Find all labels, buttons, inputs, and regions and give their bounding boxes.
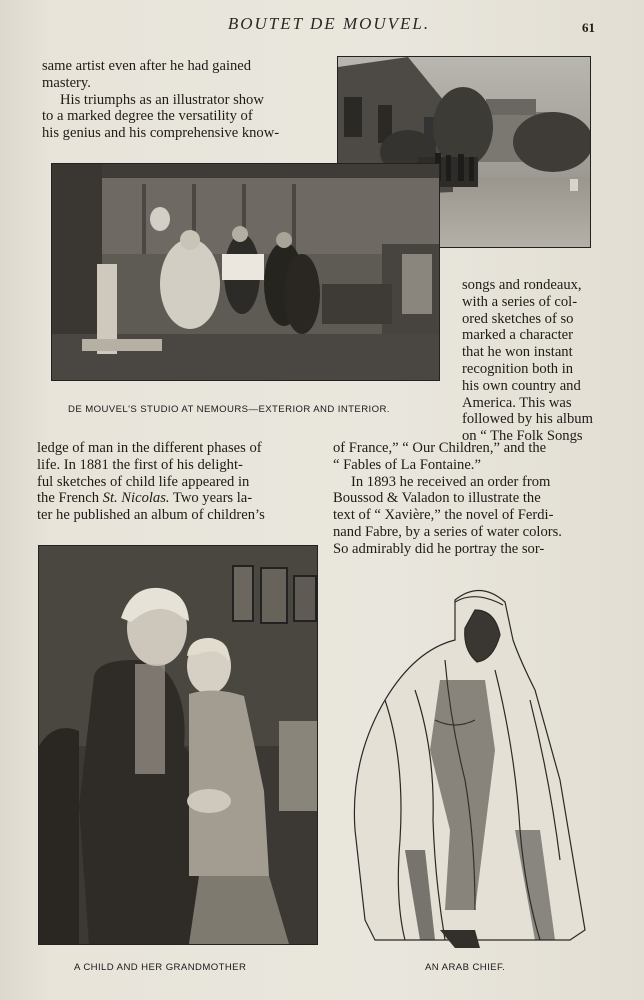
text-line: ful sketches of child life appeared in [37,473,250,490]
text-line: mastery. [42,74,91,91]
text-line: In 1893 he received an order from [351,473,551,490]
arab-caption: AN ARAB CHIEF. [425,962,506,973]
text-run: Two years la- [169,490,253,507]
running-header: BOUTET DE MOUVEL. [227,14,431,33]
child-grandmother-photo [38,545,318,945]
text-block-top-left [42,58,314,142]
text-block-middle-right [333,440,609,558]
studio-caption: DE MOUVEL'S STUDIO AT NEMOURS—EXTERIOR AND INTERIOR. [68,404,390,415]
arab-chief-illustration [345,580,595,950]
text-line: recognition both in [462,360,574,377]
text-block-middle-left [37,440,313,524]
text-line: “ Fables of La Fontaine.” [333,456,481,473]
text-line: his own country and [462,377,581,394]
text-line: that he won instant [462,344,573,361]
magazine-title: St. Nicolas. [102,490,170,507]
text-line: His triumphs as an illustrator show [60,91,264,108]
text-line: on “ The Folk Songs [462,428,583,445]
text-line: Boussod & Valadon to illustrate the [333,490,541,507]
page-number: 61 [582,20,595,35]
text-line: to a marked degree the versatility of [42,108,253,125]
text-run: the French [37,490,103,507]
text-line: marked a character [462,327,573,344]
text-line: same artist even after he had gained [42,58,252,74]
text-line: followed by his album [462,411,593,428]
text-line: ored sketches of so [462,310,574,327]
text-line: life. In 1881 the first of his delight- [37,456,243,473]
text-line: text of “ Xavière,” the novel of Ferdi- [333,507,554,524]
text-line: America. This was [462,394,572,411]
text-line: ledge of man in the different phases of [37,440,262,456]
studio-interior-photo [51,163,440,381]
text-line: of France,” “ Our Children,” and the [333,440,547,456]
text-line: So admirably did he portray the sor- [333,540,545,557]
text-line: ter he published an album of children’s [37,507,265,524]
child-caption: A CHILD AND HER GRANDMOTHER [74,962,247,973]
text-block-right [462,277,606,445]
text-line: nand Fabre, by a series of water colors. [333,523,562,540]
text-line: songs and rondeaux, [462,277,582,293]
text-line: with a series of col- [462,293,578,310]
text-line: his genius and his comprehensive know- [42,125,280,142]
text-line [37,490,313,507]
